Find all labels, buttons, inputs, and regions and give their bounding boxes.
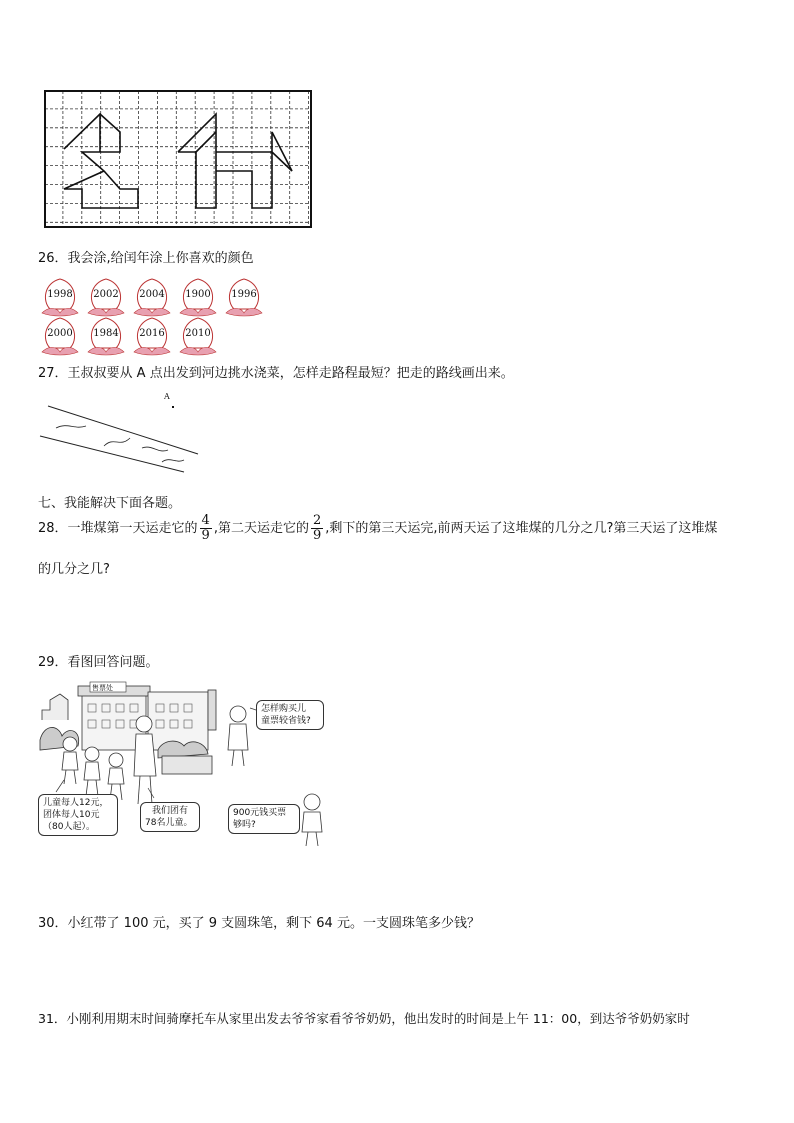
price-line-2: 团体每人10元 <box>43 810 100 820</box>
question-bubble <box>256 700 324 730</box>
peach-1996[interactable] <box>222 275 266 317</box>
money-bubble <box>228 804 300 834</box>
peach-year: 1998 <box>47 289 73 300</box>
fraction-numerator: 2 <box>312 513 322 528</box>
peach-2000[interactable] <box>38 314 82 356</box>
price-line-1: 儿童每人12元， <box>43 798 109 808</box>
peach-2016[interactable] <box>130 314 174 356</box>
q30-text: 30．小红带了 100 元，买了 9 支圆珠笔，剩下 64 元。一支圆珠笔多少钱？ <box>38 916 480 931</box>
fraction-4-9 <box>200 514 212 543</box>
peach-row-1 <box>38 275 268 319</box>
peach-year: 1996 <box>231 289 257 300</box>
peach-row-2 <box>38 314 228 358</box>
peach-2004[interactable] <box>130 275 174 317</box>
fraction-numerator: 4 <box>201 513 210 528</box>
peach-1998[interactable] <box>38 275 82 317</box>
peach-year: 2000 <box>47 328 73 339</box>
fraction-denominator: 9 <box>201 528 210 543</box>
peach-year: 2016 <box>139 328 165 339</box>
q29-text: 29．看图回答问题。 <box>38 655 159 670</box>
point-a-label: A <box>164 392 170 401</box>
fraction-2-9 <box>311 514 323 543</box>
group-line-1: 我们团有 <box>151 806 188 816</box>
group-bubble <box>140 802 200 832</box>
q28-part2: ,第二天运走它的 <box>213 521 309 536</box>
q29-illustration <box>38 680 338 848</box>
peach-year: 1900 <box>185 289 211 300</box>
money-line-1: 900元钱买票 <box>233 808 287 818</box>
q27-text: 27．王叔叔要从 A 点出发到河边挑水浇菜，怎样走路程最短？把走的路线画出来。 <box>38 366 514 381</box>
peach-year: 2004 <box>139 289 165 300</box>
peach-year: 2002 <box>93 289 119 300</box>
q28-part3: ,剩下的第三天运完,前两天运了这堆煤的几分之几?第三天运了这堆煤 <box>325 521 718 536</box>
grid-lines <box>45 91 310 226</box>
q28-part1: 28．一堆煤第一天运走它的 <box>38 521 198 536</box>
fraction-denominator: 9 <box>312 528 322 543</box>
point-a-dot <box>172 406 174 408</box>
river-figure <box>34 392 204 474</box>
q26-text: 26．我会涂,给闰年涂上你喜欢的颜色 <box>38 251 254 266</box>
peach-year: 1984 <box>93 328 119 339</box>
question-line-2: 童票较省钱? <box>261 716 311 726</box>
price-bubble <box>38 794 118 836</box>
q28-line1 <box>38 514 717 543</box>
price-line-3: （80人起）。 <box>43 822 95 832</box>
q31-text: 31．小刚利用期末时间骑摩托车从家里出发去爷爷家看爷爷奶奶，他出发时的时间是上午 11：00，到达爷爷奶奶家时 <box>38 1011 690 1026</box>
section-7-title: 七、我能解决下面各题。 <box>38 496 182 511</box>
group-line-2: 78名儿童。 <box>145 818 193 828</box>
peach-1984[interactable] <box>84 314 128 356</box>
q28-line2: 的几分之几? <box>38 562 110 577</box>
peach-2002[interactable] <box>84 275 128 317</box>
grid-figure <box>44 90 312 228</box>
peach-year: 2010 <box>185 328 211 339</box>
question-line-1: 怎样购买儿 <box>261 704 307 714</box>
peach-1900[interactable] <box>176 275 220 317</box>
ticket-office-sign: 售票处 <box>92 684 113 692</box>
money-line-2: 够吗? <box>233 820 256 830</box>
peach-2010[interactable] <box>176 314 220 356</box>
